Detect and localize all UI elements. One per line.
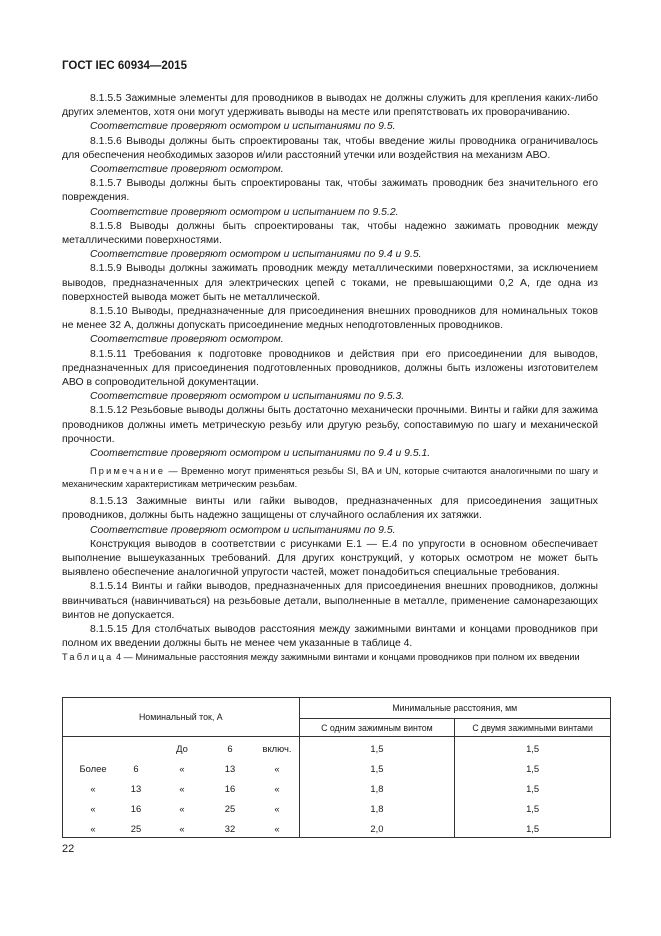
- compliance-check: Соответствие проверяют осмотром и испытаниями по 9.4 и 9.5.: [90, 249, 422, 261]
- rated-current-cell: Более: [79, 763, 107, 774]
- rated-current-cell: 16: [130, 803, 142, 814]
- one-screw-value: 2,0: [370, 823, 384, 834]
- rated-current-cell: «: [179, 763, 185, 774]
- compliance-check: Соответствие проверяют осмотром и испытаниями по 9.5.: [90, 121, 396, 133]
- document-body: [62, 92, 598, 664]
- table-caption-text: 4 — Минимальные расстояния между зажимными винтами и концами проводников при полном их введении: [113, 652, 580, 663]
- note-label: Примечание: [90, 466, 166, 477]
- clause-8-1-5-15: 8.1.5.15 Для столбчатых выводов расстояния между зажимными винтами и концами проводников при полном их введении должны быть не менее чем указанные в таблице 4.: [62, 623, 598, 650]
- clause-8-1-5-7: 8.1.5.7 Выводы должны быть спроектированы так, чтобы зажимать проводник без значительного его повреждения.: [62, 178, 598, 204]
- rated-current-cell: 13: [130, 783, 142, 794]
- rated-current-cell: включ.: [262, 743, 292, 754]
- one-screw-value: 1,8: [370, 783, 384, 794]
- document-header: ГОСТ IEC 60934—2015: [62, 60, 187, 72]
- compliance-check: Соответствие проверяют осмотром и испытаниями по 9.4 и 9.5.1.: [90, 448, 431, 460]
- compliance-check: Соответствие проверяют осмотром и испытаниями по 9.5.3.: [90, 391, 405, 403]
- clause-8-1-5-5: 8.1.5.5 Зажимные элементы для проводников в выводах не должны служить для крепления каких-либо других элементов, хотя они могут удерживать выводы на месте или препятствовать их проворачиванию.: [62, 93, 598, 119]
- rated-current-cell: «: [90, 823, 96, 834]
- min-distance-header: Минимальные расстояния, мм: [299, 698, 610, 719]
- note: [62, 465, 598, 490]
- rated-current-cell: 16: [224, 783, 236, 794]
- table-caption: [62, 651, 598, 663]
- note-text: — Временно могут применяться резьбы SI, BA и UN, которые считаются аналогичными по шагу и механическим характеристикам метрическим резьбам.: [62, 466, 598, 489]
- rated-current-cell: «: [179, 783, 185, 794]
- clause-8-1-5-6: 8.1.5.6 Выводы должны быть спроектированы так, чтобы введение жилы проводника ограничивалось для обеспечения необходимых зазоров и/или расстояний утечки или воздействия на механизм АВО.: [62, 135, 598, 161]
- rated-current-cell: 6: [133, 763, 139, 774]
- one-screw-header: С одним зажимным винтом: [299, 719, 455, 737]
- rated-current-cell: «: [179, 803, 185, 814]
- two-screws-header: С двумя зажимными винтами: [455, 719, 611, 737]
- clause-8-1-5-8: 8.1.5.8 Выводы должны быть спроектированы так, чтобы надежно зажимать проводник между металлическими поверхностями.: [62, 220, 598, 247]
- one-screw-value: 1,5: [370, 763, 384, 774]
- clause-8-1-5-10: 8.1.5.10 Выводы, предназначенные для присоединения внешних проводников для номинальных токов не менее 32 А, должны допускать присоединение медных неподготовленных проводников.: [62, 306, 598, 332]
- two-screws-value: 1,5: [526, 803, 540, 814]
- rated-current-cell: 6: [227, 743, 233, 754]
- compliance-check: Соответствие проверяют осмотром.: [90, 164, 284, 176]
- rated-current-cell: До: [176, 743, 188, 754]
- one-screw-value: 1,5: [370, 743, 384, 754]
- one-screw-column: [299, 737, 455, 838]
- clause-8-1-5-12: 8.1.5.12 Резьбовые выводы должны быть достаточно механически прочными. Винты и гайки для зажима проводников должны иметь метрическую резьбу или другую резьбу, сопоставимую по шагу и механической прочности.: [62, 405, 598, 445]
- two-screws-value: 1,5: [526, 763, 540, 774]
- clause-8-1-5-14: 8.1.5.14 Винты и гайки выводов, предназначенных для присоединения внешних проводников, должны ввинчиваться (навинчиваться) на резьбовые детали, выполненные в металле, применение самонарезающих винтов не допускается.: [62, 581, 598, 621]
- rated-current-column: [63, 737, 300, 838]
- two-screws-column: [455, 737, 611, 838]
- two-screws-value: 1,5: [526, 743, 540, 754]
- table-caption-label: Таблица: [62, 652, 114, 663]
- rated-current-cell: «: [274, 783, 280, 794]
- rated-current-cell: 13: [224, 763, 236, 774]
- rated-current-cell: 32: [224, 823, 236, 834]
- one-screw-value: 1,8: [370, 803, 384, 814]
- clause-8-1-5-11: 8.1.5.11 Требования к подготовке проводников и действия при его присоединении для выводов, предназначенных для присоединения подготовленных проводников, должны быть изложены изготовителем АВО в сопроводительной документации.: [62, 348, 598, 389]
- rated-current-cell: «: [274, 823, 280, 834]
- two-screws-value: 1,5: [526, 823, 540, 834]
- clause-8-1-5-13: 8.1.5.13 Зажимные винты или гайки выводов, предназначенных для присоединения защитных проводников, должны быть надежно защищены от случайного ослабления их затяжки.: [62, 496, 598, 522]
- page-number: 22: [62, 843, 75, 855]
- rated-current-cell: «: [90, 783, 96, 794]
- rated-current-cell: «: [274, 763, 280, 774]
- compliance-check: Соответствие проверяют осмотром.: [90, 334, 284, 346]
- rated-current-cell: «: [179, 823, 185, 834]
- clause-8-1-5-9: 8.1.5.9 Выводы должны зажимать проводник между металлическими поверхностями, за исключением выводов, предназначенных для электрических цепей с токами, не превышающими 0,2 А, где одна из поверхностей вывода может быть не металлической.: [62, 263, 598, 303]
- compliance-check: Соответствие проверяют осмотром и испытанием по 9.5.2.: [90, 206, 399, 218]
- rated-current-cell: «: [274, 803, 280, 814]
- two-screws-value: 1,5: [526, 783, 540, 794]
- rated-current-cell: «: [90, 803, 96, 814]
- terminal-design-note: Конструкция выводов в соответствии с рисунками Е.1 — Е.4 по упругости в основном обеспечивает выполнение вышеуказанных требований. Для других конструкций, у которых осмотром не может быть выявлено обеспечение аналогичной упругости частей, может понадобиться специальные требования.: [62, 538, 598, 579]
- rated-current-cell: 25: [130, 823, 142, 834]
- distances-table: [62, 697, 611, 838]
- rated-current-header: Номинальный ток, А: [63, 698, 300, 737]
- rated-current-cell: 25: [224, 803, 236, 814]
- compliance-check: Соответствие проверяют осмотром и испытаниями по 9.5.: [90, 524, 396, 536]
